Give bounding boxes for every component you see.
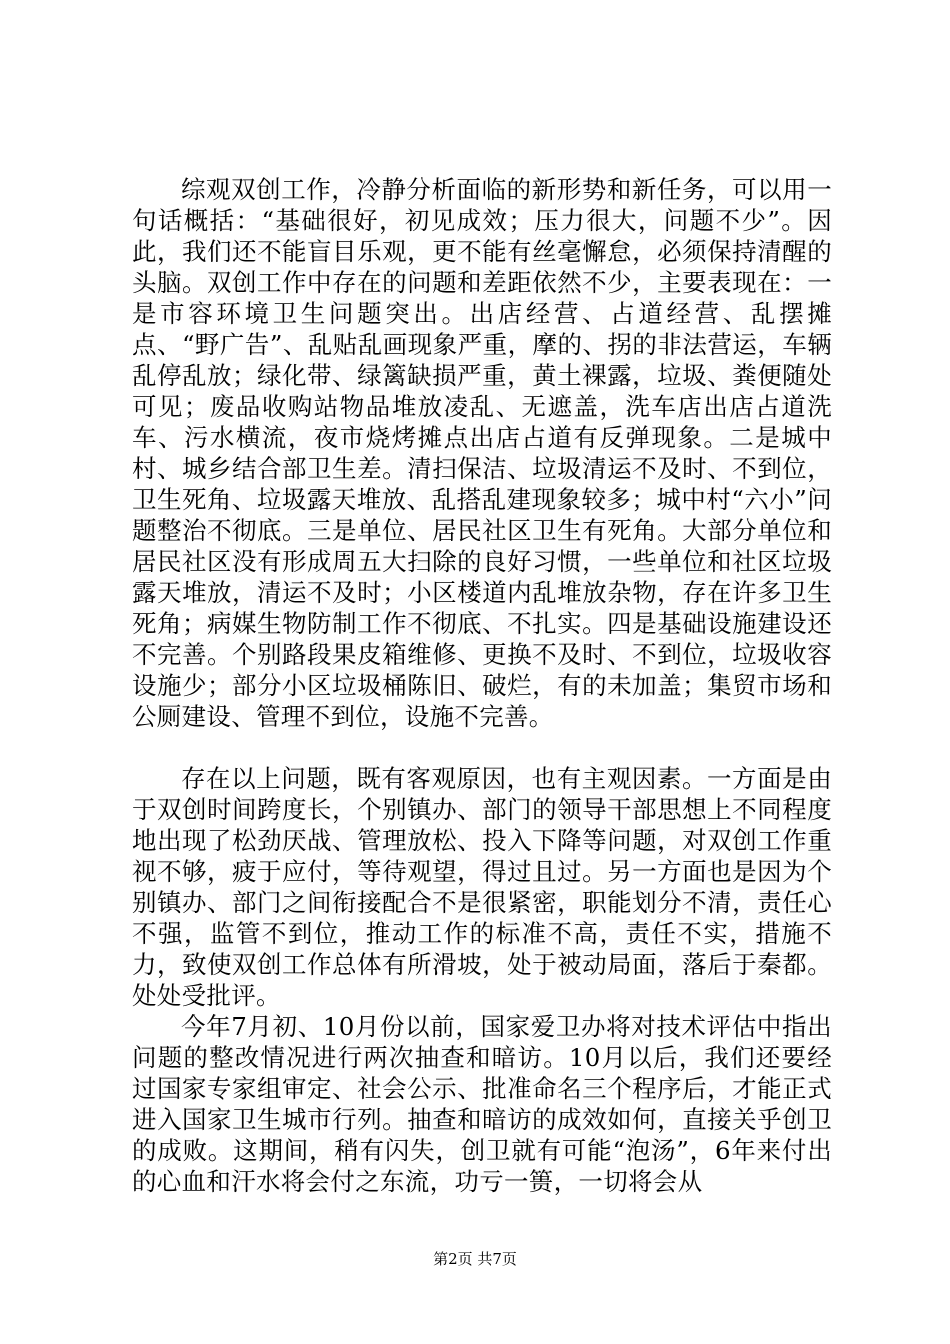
paragraph-causes: 存在以上问题，既有客观原因，也有主观因素。一方面是由于双创时间跨度长，个别镇办、部门的领导干部思想上不同程度地出现了松劲厌战、管理放松、投入下降等问题，对双创工作重视不够，疲于应付，等待观望，得过且过。另一方面也是因为个别镇办、部门之间衔接配合不是很紧密，职能划分不清，责任心不强，监管不到位，推动工作的标准不高，责任不实，措施不力，致使双创工作总体有所滑坡，处于被动局面，落后于秦都。处处受批评。 — [132, 764, 832, 1010]
document-body — [132, 174, 832, 1197]
paragraph-inspection: 今年7月初、10月份以前，国家爱卫办将对技术评估中指出问题的整改情况进行两次抽查和暗访。10月以后，我们还要经过国家专家组审定、社会公示、批准命名三个程序后，才能正式进入国家卫生城市行列。抽查和暗访的成效如何，直接关乎创卫的成败。这期间，稍有闪失，创卫就有可能“泡汤”，6年来付出的心血和汗水将会付之东流，功亏一篑，一切将会从 — [132, 1012, 832, 1196]
paragraph-problems: 综观双创工作，冷静分析面临的新形势和新任务，可以用一句话概括：“基础很好，初见成效；压力很大，问题不少”。因此，我们还不能盲目乐观，更不能有丝毫懈怠，必须保持清醒的头脑。双创工作中存在的问题和差距依然不少，主要表现在：一是市容环境卫生问题突出。出店经营、占道经营、乱摆摊点、“野广告”、乱贴乱画现象严重，摩的、拐的非法营运，车辆乱停乱放；绿化带、绿篱缺损严重，黄土裸露，垃圾、粪便随处可见；废品收购站物品堆放凌乱、无遮盖，洗车店出店占道洗车、污水横流，夜市烧烤摊点出店占道有反弹现象。二是城中村、城乡结合部卫生差。清扫保洁、垃圾清运不及时、不到位，卫生死角、垃圾露天堆放、乱搭乱建现象较多；城中村“六小”问题整治不彻底。三是单位、居民社区卫生有死角。大部分单位和居民社区没有形成周五大扫除的良好习惯，一些单位和社区垃圾露天堆放，清运不及时；小区楼道内乱堆放杂物，存在许多卫生死角；病媒生物防制工作不彻底、不扎实。四是基础设施建设还不完善。个别路段果皮箱维修、更换不及时、不到位，垃圾收容设施少；部分小区垃圾桶陈旧、破烂，有的未加盖；集贸市场和公厕建设、管理不到位，设施不完善。 — [132, 175, 832, 731]
page-number-footer: 第2页 共7页 — [433, 1250, 517, 1268]
